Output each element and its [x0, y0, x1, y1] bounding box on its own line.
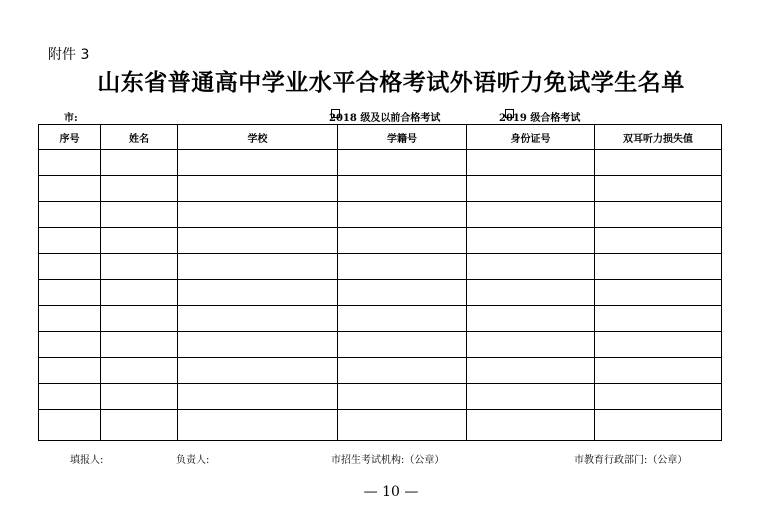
table-cell [467, 332, 595, 358]
table-cell [101, 228, 178, 254]
table-cell [39, 150, 101, 176]
table-cell [101, 384, 178, 410]
table-cell [467, 202, 595, 228]
header-school: 学校 [178, 125, 338, 150]
checkbox-2019 [505, 109, 514, 118]
table-cell [39, 306, 101, 332]
table-cell [178, 384, 338, 410]
table-cell [338, 280, 467, 306]
table-cell [338, 384, 467, 410]
table-cell [338, 202, 467, 228]
table-cell [338, 228, 467, 254]
table-cell [101, 332, 178, 358]
city-label: 市: [64, 113, 78, 124]
table-cell [338, 150, 467, 176]
table-row [39, 410, 722, 441]
table-cell [178, 228, 338, 254]
header-student-id: 学籍号 [338, 125, 467, 150]
table-cell [595, 358, 722, 384]
table-row [39, 176, 722, 202]
table-row [39, 358, 722, 384]
header-name: 姓名 [101, 125, 178, 150]
table-row [39, 202, 722, 228]
filler-label: 填报人: [70, 455, 104, 466]
table-cell [101, 358, 178, 384]
table-cell [101, 306, 178, 332]
table-cell [178, 410, 338, 441]
table-cell [338, 332, 467, 358]
table-cell [595, 410, 722, 441]
table-cell [39, 254, 101, 280]
table-cell [467, 384, 595, 410]
table-cell [595, 228, 722, 254]
table-cell [178, 332, 338, 358]
table-cell [338, 358, 467, 384]
footer-signatures [0, 451, 782, 467]
exam-org-seal-label: 市招生考试机构:（公章） [331, 455, 445, 466]
table-row [39, 228, 722, 254]
table-cell [178, 176, 338, 202]
checkbox-2018 [331, 109, 340, 118]
table-cell [595, 150, 722, 176]
table-cell [178, 280, 338, 306]
table-cell [595, 280, 722, 306]
table-cell [178, 202, 338, 228]
table-cell [595, 306, 722, 332]
table-cell [467, 150, 595, 176]
table-row [39, 306, 722, 332]
table-cell [178, 254, 338, 280]
table-cell [101, 254, 178, 280]
table-cell [338, 254, 467, 280]
student-list-table [38, 124, 722, 441]
table-cell [467, 228, 595, 254]
table-row [39, 254, 722, 280]
form-meta-row [38, 109, 721, 125]
table-cell [178, 358, 338, 384]
header-id-card: 身份证号 [467, 125, 595, 150]
responsible-label: 负责人: [176, 455, 210, 466]
table-cell [467, 280, 595, 306]
table-cell [595, 332, 722, 358]
header-serial: 序号 [39, 125, 101, 150]
table-cell [595, 384, 722, 410]
table-cell [101, 150, 178, 176]
table-cell [101, 202, 178, 228]
table-cell [595, 202, 722, 228]
page-title: 山东省普通高中学业水平合格考试外语听力免试学生名单 [97, 69, 685, 96]
table-cell [39, 358, 101, 384]
table-body [39, 150, 722, 441]
table-header-row [39, 125, 722, 150]
table-cell [178, 306, 338, 332]
table-cell [178, 150, 338, 176]
table-cell [39, 280, 101, 306]
table-cell [595, 254, 722, 280]
option-2018-label: 2018 级及以前合格考试 [329, 113, 441, 124]
table-cell [39, 410, 101, 441]
table-row [39, 280, 722, 306]
table-cell [467, 358, 595, 384]
table-cell [467, 254, 595, 280]
table-cell [338, 410, 467, 441]
table-cell [338, 176, 467, 202]
table-cell [338, 306, 467, 332]
table-cell [39, 176, 101, 202]
table-cell [39, 384, 101, 410]
attachment-label: 附件 3 [48, 47, 90, 63]
table-row [39, 150, 722, 176]
table-cell [467, 306, 595, 332]
table-cell [39, 228, 101, 254]
table-cell [39, 332, 101, 358]
table-row [39, 384, 722, 410]
page-number: — 10 — [363, 484, 419, 500]
table-cell [101, 410, 178, 441]
table-cell [595, 176, 722, 202]
table-cell [39, 202, 101, 228]
edu-dept-seal-label: 市教育行政部门:（公章） [574, 455, 688, 466]
option-2019-label: 2019 级合格考试 [499, 113, 581, 124]
table-row [39, 332, 722, 358]
table-cell [467, 176, 595, 202]
header-hearing-loss: 双耳听力损失值 [595, 125, 722, 150]
table-cell [101, 176, 178, 202]
table-cell [467, 410, 595, 441]
table-cell [101, 280, 178, 306]
